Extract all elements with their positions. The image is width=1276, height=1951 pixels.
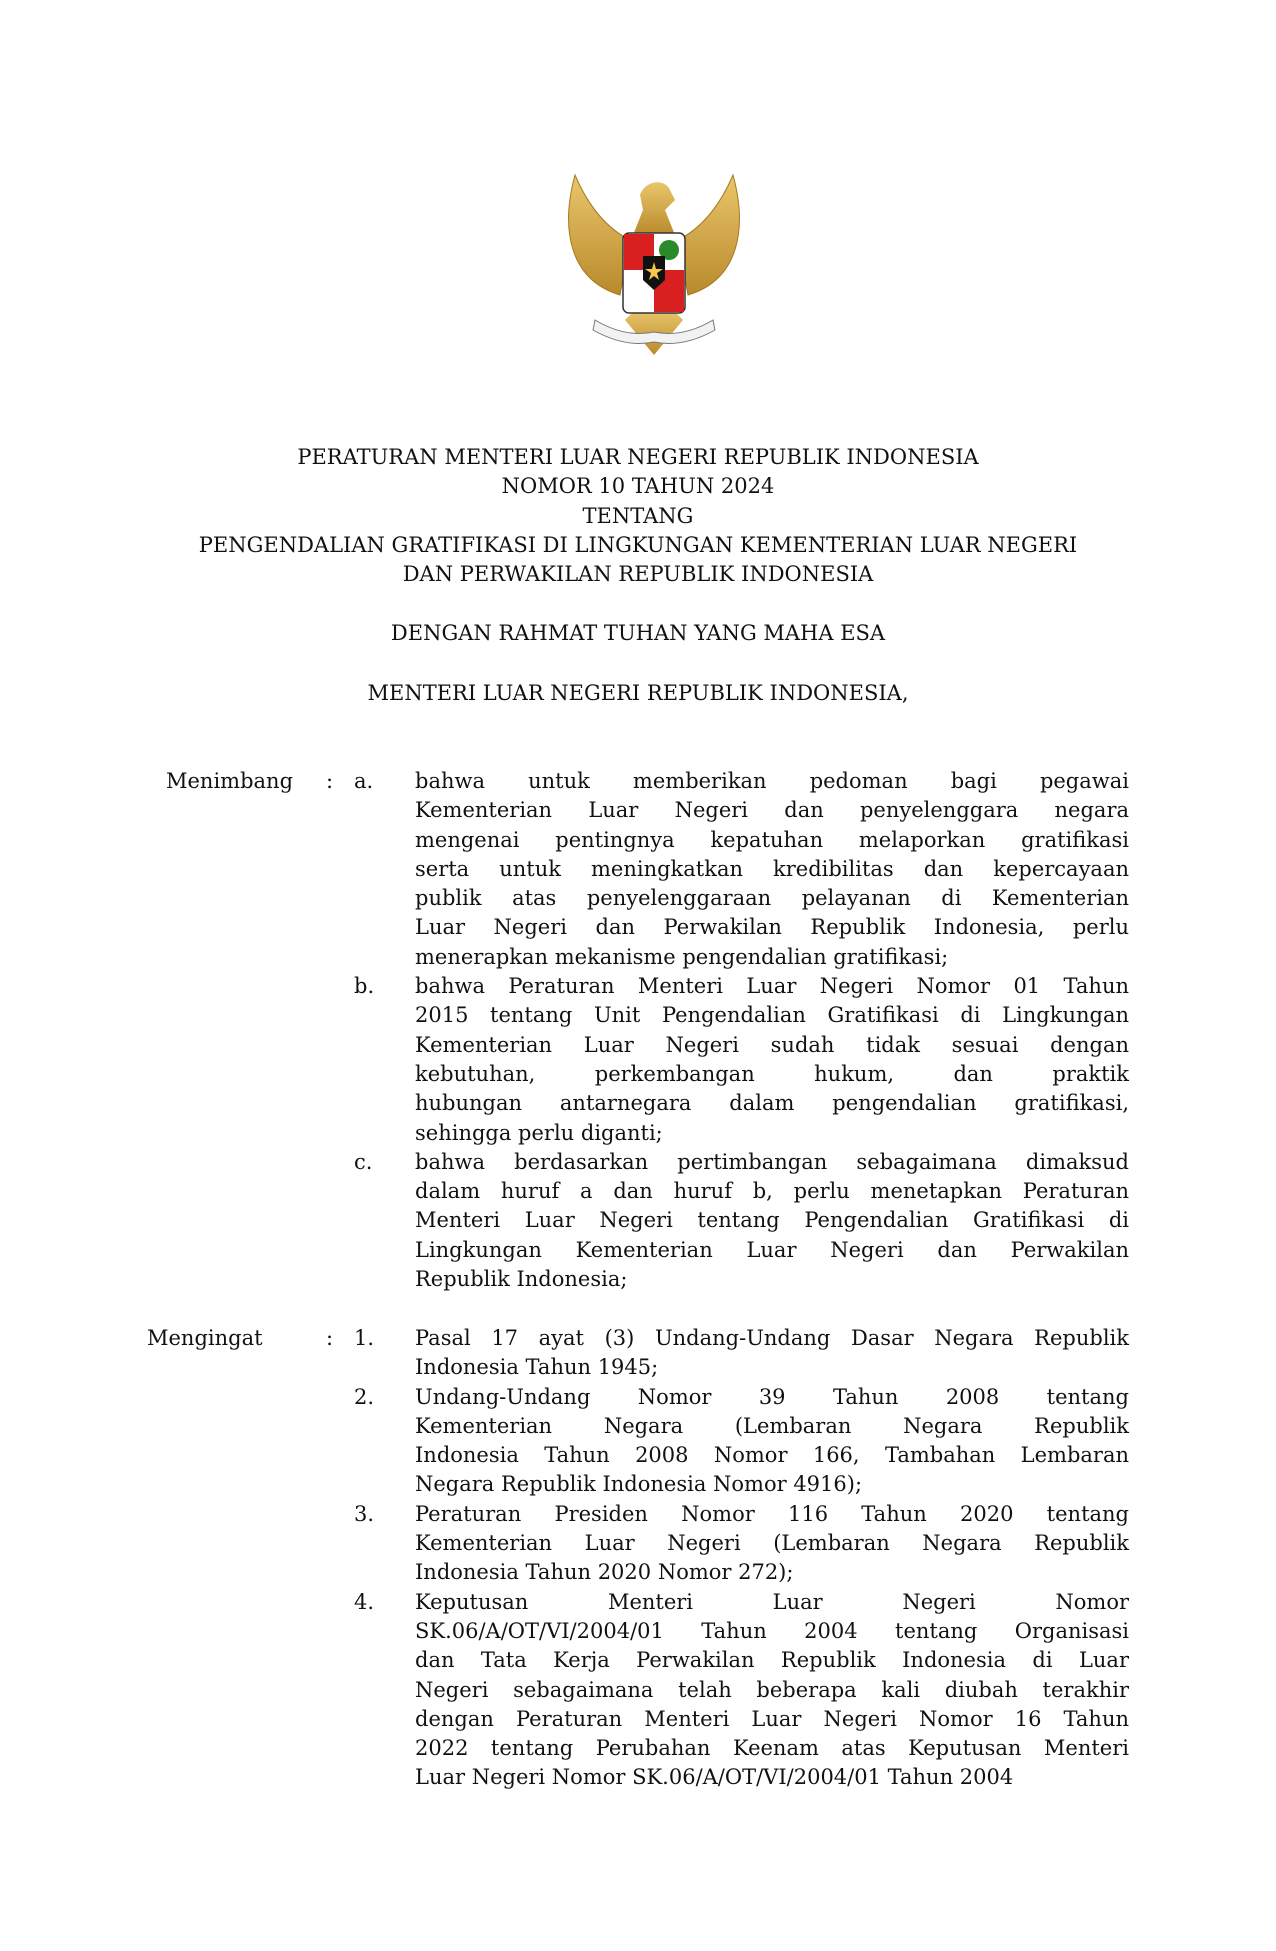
- text-line: menerapkan mekanisme pengendalian gratifikasi;: [415, 944, 949, 969]
- text-line: SK.06/A/OT/VI/2004/01 Tahun 2004 tentang Organisasi: [415, 1618, 1129, 1643]
- text-line: dalam huruf a dan huruf b, perlu menetapkan Peraturan: [415, 1179, 1129, 1204]
- text-line: Kementerian Luar Negeri sudah tidak sesuai dengan: [415, 1032, 1129, 1057]
- text-line: 2015 tentang Unit Pengendalian Gratifikasi di Lingkungan: [415, 1003, 1129, 1028]
- text-line: Negeri sebagaimana telah beberapa kali diubah terakhir: [415, 1677, 1129, 1702]
- text-line: bahwa Peraturan Menteri Luar Negeri Nomor 01 Tahun: [415, 974, 1129, 999]
- title-line: TENTANG: [582, 503, 694, 528]
- item-text: [415, 972, 1129, 1148]
- minister-line: MENTERI LUAR NEGERI REPUBLIK INDONESIA,: [367, 681, 909, 705]
- text-line: 2022 tentang Perubahan Keenam atas Keputusan Menteri: [415, 1736, 1129, 1761]
- item-text: [415, 1324, 1129, 1383]
- text-line: serta untuk meningkatkan kredibilitas dan kepercayaan: [415, 856, 1129, 881]
- regulation-number: NOMOR 10 TAHUN 2024: [501, 474, 775, 499]
- text-line: Indonesia Tahun 2020 Nomor 272);: [415, 1560, 794, 1585]
- regulation-subject: DAN PERWAKILAN REPUBLIK INDONESIA: [402, 562, 874, 587]
- item-marker: 1.: [354, 1326, 375, 1350]
- text-line: Peraturan Presiden Nomor 116 Tahun 2020 tentang: [415, 1501, 1129, 1526]
- section-colon: :: [326, 769, 334, 793]
- item-marker: a.: [354, 769, 374, 793]
- section-colon: :: [326, 1326, 334, 1350]
- text-line: Indonesia Tahun 2008 Nomor 166, Tambahan Lembaran: [415, 1443, 1129, 1468]
- text-line: Lingkungan Kementerian Luar Negeri dan Perwakilan: [415, 1237, 1129, 1262]
- text-line: Luar Negeri dan Perwakilan Republik Indonesia, perlu: [415, 915, 1129, 940]
- text-line: bahwa untuk memberikan pedoman bagi pegawai: [415, 769, 1129, 793]
- text-line: Negara Republik Indonesia Nomor 4916);: [415, 1472, 863, 1497]
- text-line: kebutuhan, perkembangan hukum, dan praktik: [415, 1061, 1129, 1086]
- regulation-subject: PENGENDALIAN GRATIFIKASI DI LINGKUNGAN KEMENTERIAN LUAR NEGERI: [198, 532, 1078, 557]
- text-line: Republik Indonesia;: [415, 1267, 628, 1292]
- text-line: Menteri Luar Negeri tentang Pengendalian Gratifikasi di: [415, 1208, 1129, 1233]
- text-line: bahwa berdasarkan pertimbangan sebagaimana dimaksud: [415, 1149, 1129, 1174]
- section-label: Menimbang: [166, 769, 294, 793]
- text-line: Pasal 17 ayat (3) Undang-Undang Dasar Negara Republik: [415, 1326, 1129, 1350]
- text-line: mengenai pentingnya kepatuhan melaporkan gratifikasi: [415, 827, 1129, 852]
- item-text: [415, 1148, 1129, 1294]
- text-line: Kementerian Luar Negeri dan penyelenggara negara: [415, 798, 1129, 823]
- garuda-emblem: [565, 170, 743, 358]
- text-line: publik atas penyelenggaraan pelayanan di Kementerian: [415, 886, 1129, 911]
- section-label: Mengingat: [147, 1326, 263, 1350]
- item-text: [415, 767, 1129, 972]
- item-marker: c.: [354, 1149, 373, 1174]
- item-text: [415, 1500, 1129, 1588]
- item-marker: 2.: [354, 1384, 375, 1409]
- title-line: PERATURAN MENTERI LUAR NEGERI REPUBLIK INDONESIA: [297, 445, 979, 469]
- text-line: hubungan antarnegara dalam pengendalian gratifikasi,: [415, 1091, 1129, 1116]
- text-line: dengan Peraturan Menteri Luar Negeri Nomor 16 Tahun: [415, 1706, 1129, 1731]
- item-text: [415, 1383, 1129, 1500]
- text-line: Indonesia Tahun 1945;: [415, 1355, 659, 1380]
- blessing-line: DENGAN RAHMAT TUHAN YANG MAHA ESA: [390, 621, 886, 645]
- item-marker: 4.: [354, 1589, 375, 1614]
- text-line: Kementerian Luar Negeri (Lembaran Negara Republik: [415, 1531, 1129, 1556]
- text-line: Keputusan Menteri Luar Negeri Nomor: [415, 1589, 1129, 1614]
- text-line: dan Tata Kerja Perwakilan Republik Indonesia di Luar: [415, 1648, 1129, 1673]
- item-text: [415, 1588, 1129, 1793]
- text-line: sehingga perlu diganti;: [415, 1120, 663, 1145]
- item-marker: 3.: [354, 1501, 375, 1526]
- item-marker: b.: [354, 974, 375, 999]
- text-line: Undang-Undang Nomor 39 Tahun 2008 tentang: [415, 1384, 1129, 1409]
- regulation-title-block: [0, 443, 1276, 589]
- text-line: Kementerian Negara (Lembaran Negara Republik: [415, 1413, 1129, 1438]
- text-line: Luar Negeri Nomor SK.06/A/OT/VI/2004/01 Tahun 2004: [415, 1765, 1014, 1790]
